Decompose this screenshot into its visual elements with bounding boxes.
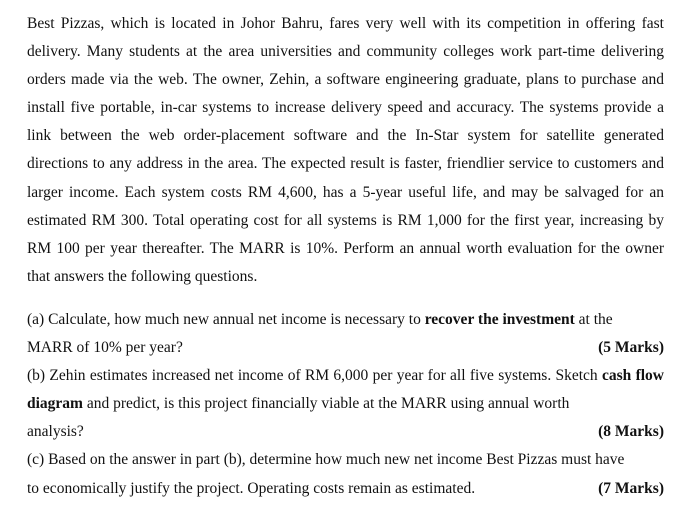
question-c: [27, 446, 664, 502]
question-b-text: [27, 362, 664, 418]
question-b: [27, 362, 664, 446]
question-a-last-line: [27, 334, 664, 362]
question-c-last-line: [27, 475, 664, 503]
question-b-text-2: and predict, is this project financially viable at the MARR using annual worth: [82, 395, 570, 413]
problem-statement: Best Pizzas, which is located in Johor Bahru, fares very well with its competition in offering fast delivery. Many students at the area universities and community colleges work part-time delivering orders made via the web. The owner, Zehin, a software engineering graduate, plans to purchase and install five portable, in-car systems to increase delivery speed and accuracy. The systems provide a link between the web order-placement software and the In-Star system for satellite generated directions to any address in the area. The expected result is faster, friendlier service to customers and larger income. Each system costs RM 4,600, has a 5-year useful life, and may be salvaged for an estimated RM 300. Total operating cost for all systems is RM 1,000 for the first year, increasing by RM 100 per year thereafter. The MARR is 10%. Perform an annual worth evaluation for the owner that answers the following questions.: [27, 15, 664, 285]
question-a-text-2: at the: [574, 310, 613, 328]
question-b-text-1: (b) Zehin estimates increased net income of RM 6,000 per year for all five systems. Sketch: [27, 367, 602, 385]
question-b-marks: (8 Marks): [598, 423, 664, 441]
question-c-marks: (7 Marks): [598, 479, 664, 497]
question-a-text-3: MARR of 10% per year?: [27, 339, 183, 357]
question-a-marks: (5 Marks): [598, 339, 664, 357]
question-a: [27, 306, 664, 362]
question-a-text: [27, 306, 664, 334]
question-b-last-line: [27, 418, 664, 446]
question-b-bold: cash flow diagram: [27, 367, 664, 413]
question-a-text-1: (a) Calculate, how much new annual net income is necessary to: [27, 310, 425, 328]
question-b-text-3: analysis?: [27, 423, 84, 441]
question-c-text: (c) Based on the answer in part (b), determine how much new net income Best Pizzas must have: [27, 451, 625, 469]
question-c-text-2: to economically justify the project. Operating costs remain as estimated.: [27, 479, 476, 497]
paragraph-gap: [27, 291, 664, 306]
question-a-bold: recover the investment: [424, 310, 575, 328]
